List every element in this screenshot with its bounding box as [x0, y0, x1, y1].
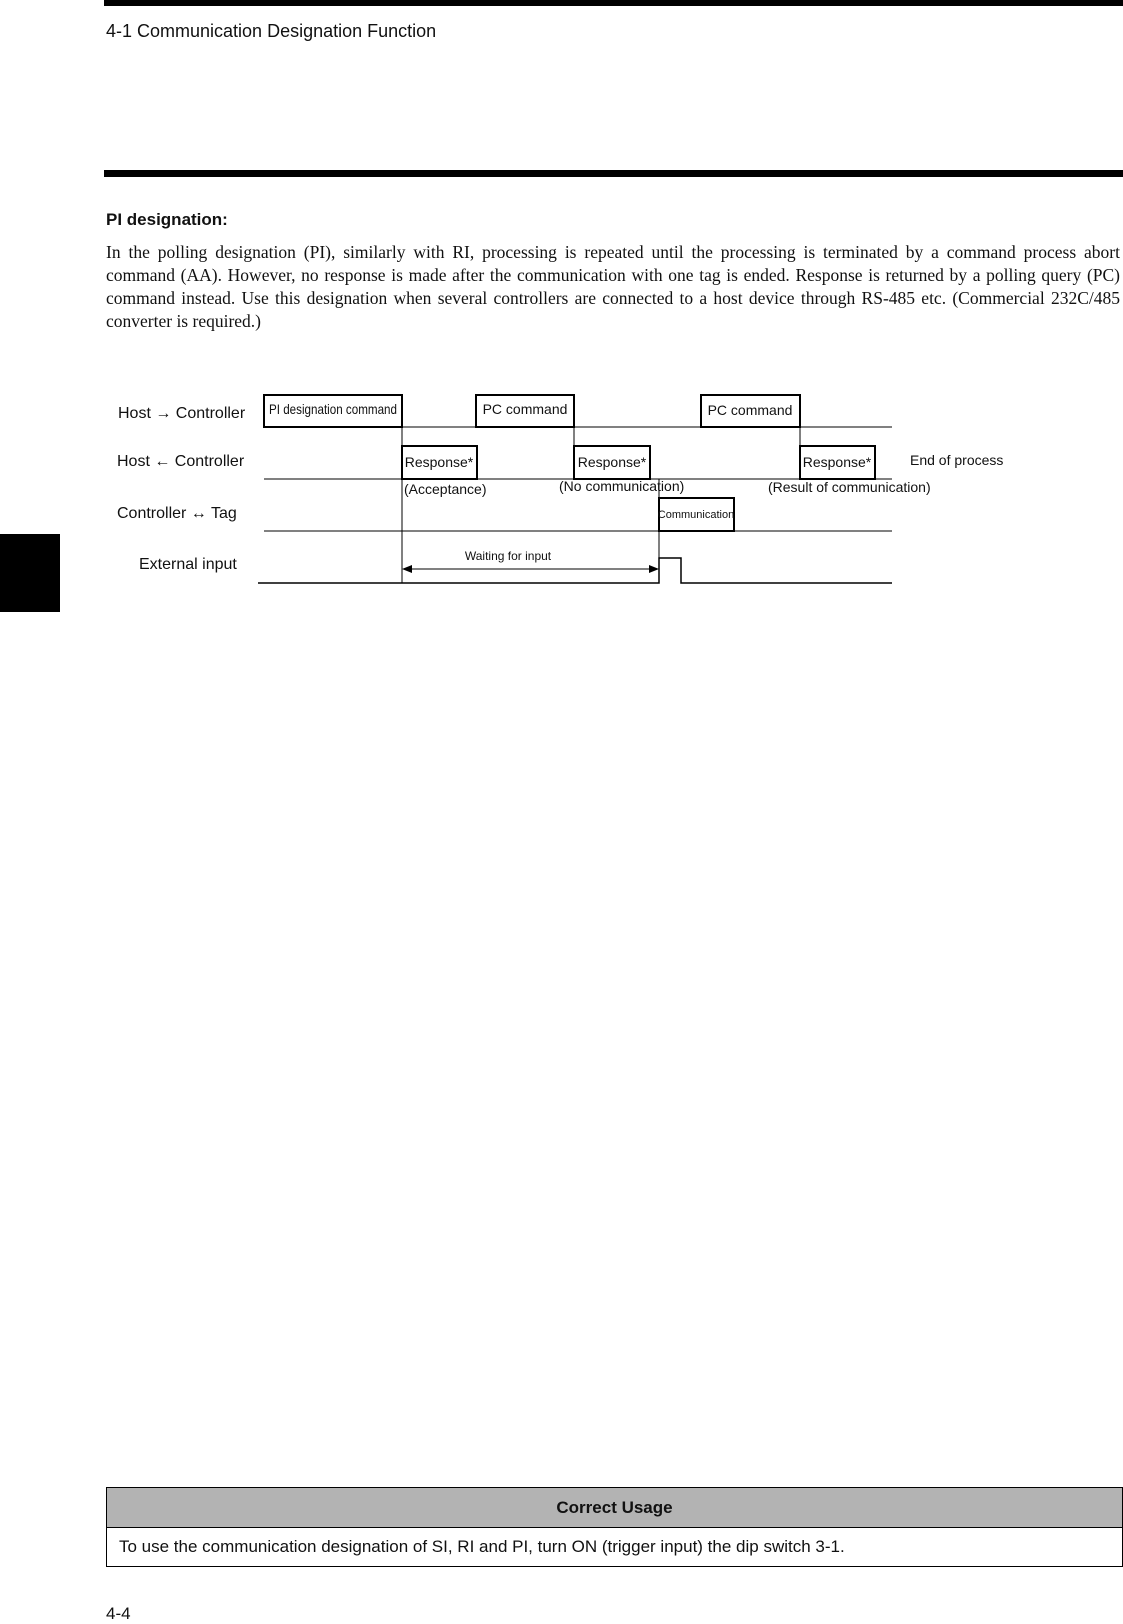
- row-label-controller-tag: Controller ↔ Tag: [117, 505, 237, 522]
- external-input-signal: [258, 558, 892, 583]
- pc-command-label-1: PC command: [482, 401, 568, 417]
- communication-label: Communication: [657, 509, 735, 521]
- waiting-arrow-right-head: [649, 565, 659, 573]
- row-label-external-input: External input: [139, 556, 237, 573]
- correct-usage-text: To use the communication designation of SI, RI and PI, turn ON (trigger input) the dip switch 3-1.: [119, 1537, 845, 1556]
- section-heading: PI designation:: [106, 210, 228, 229]
- running-header: 4-1 Communication Designation Function: [106, 21, 437, 41]
- response-label-3: Response*: [802, 454, 872, 470]
- page-number: 4-4: [106, 1604, 131, 1623]
- waiting-arrow-left-head: [402, 565, 412, 573]
- response-label-2: Response*: [577, 454, 647, 470]
- section-rule: [104, 170, 1123, 177]
- row-label-controller-to-host: Host ← Controller: [117, 453, 245, 470]
- timing-diagram: [0, 380, 1123, 600]
- top-rule: [104, 0, 1123, 6]
- pi-designation-command-label: PI designation command: [269, 401, 397, 417]
- note-result-of-communication: (Result of communication): [768, 479, 931, 495]
- note-acceptance: (Acceptance): [404, 481, 487, 497]
- pc-command-label-2: PC command: [707, 402, 793, 418]
- response-label-1: Response*: [404, 454, 474, 470]
- note-end-of-process: End of process: [910, 452, 1004, 468]
- row-label-host-to-controller: Host → Controller: [118, 405, 246, 422]
- correct-usage-box: [106, 1487, 1123, 1567]
- correct-usage-title: Correct Usage: [107, 1488, 1122, 1528]
- note-waiting-for-input: Waiting for input: [464, 549, 552, 563]
- section-paragraph: In the polling designation (PI), similarly with RI, processing is repeated until the processing is terminated by a command process abort command (AA). However, no response is made after the communication with one tag is ended. Response is returned by a polling query (PC) command instead. Use this designation when several controllers are connected to a host device through RS-485 etc. (Commercial 232C/485 converter is required.): [106, 242, 1120, 331]
- note-no-communication: (No communication): [559, 478, 685, 494]
